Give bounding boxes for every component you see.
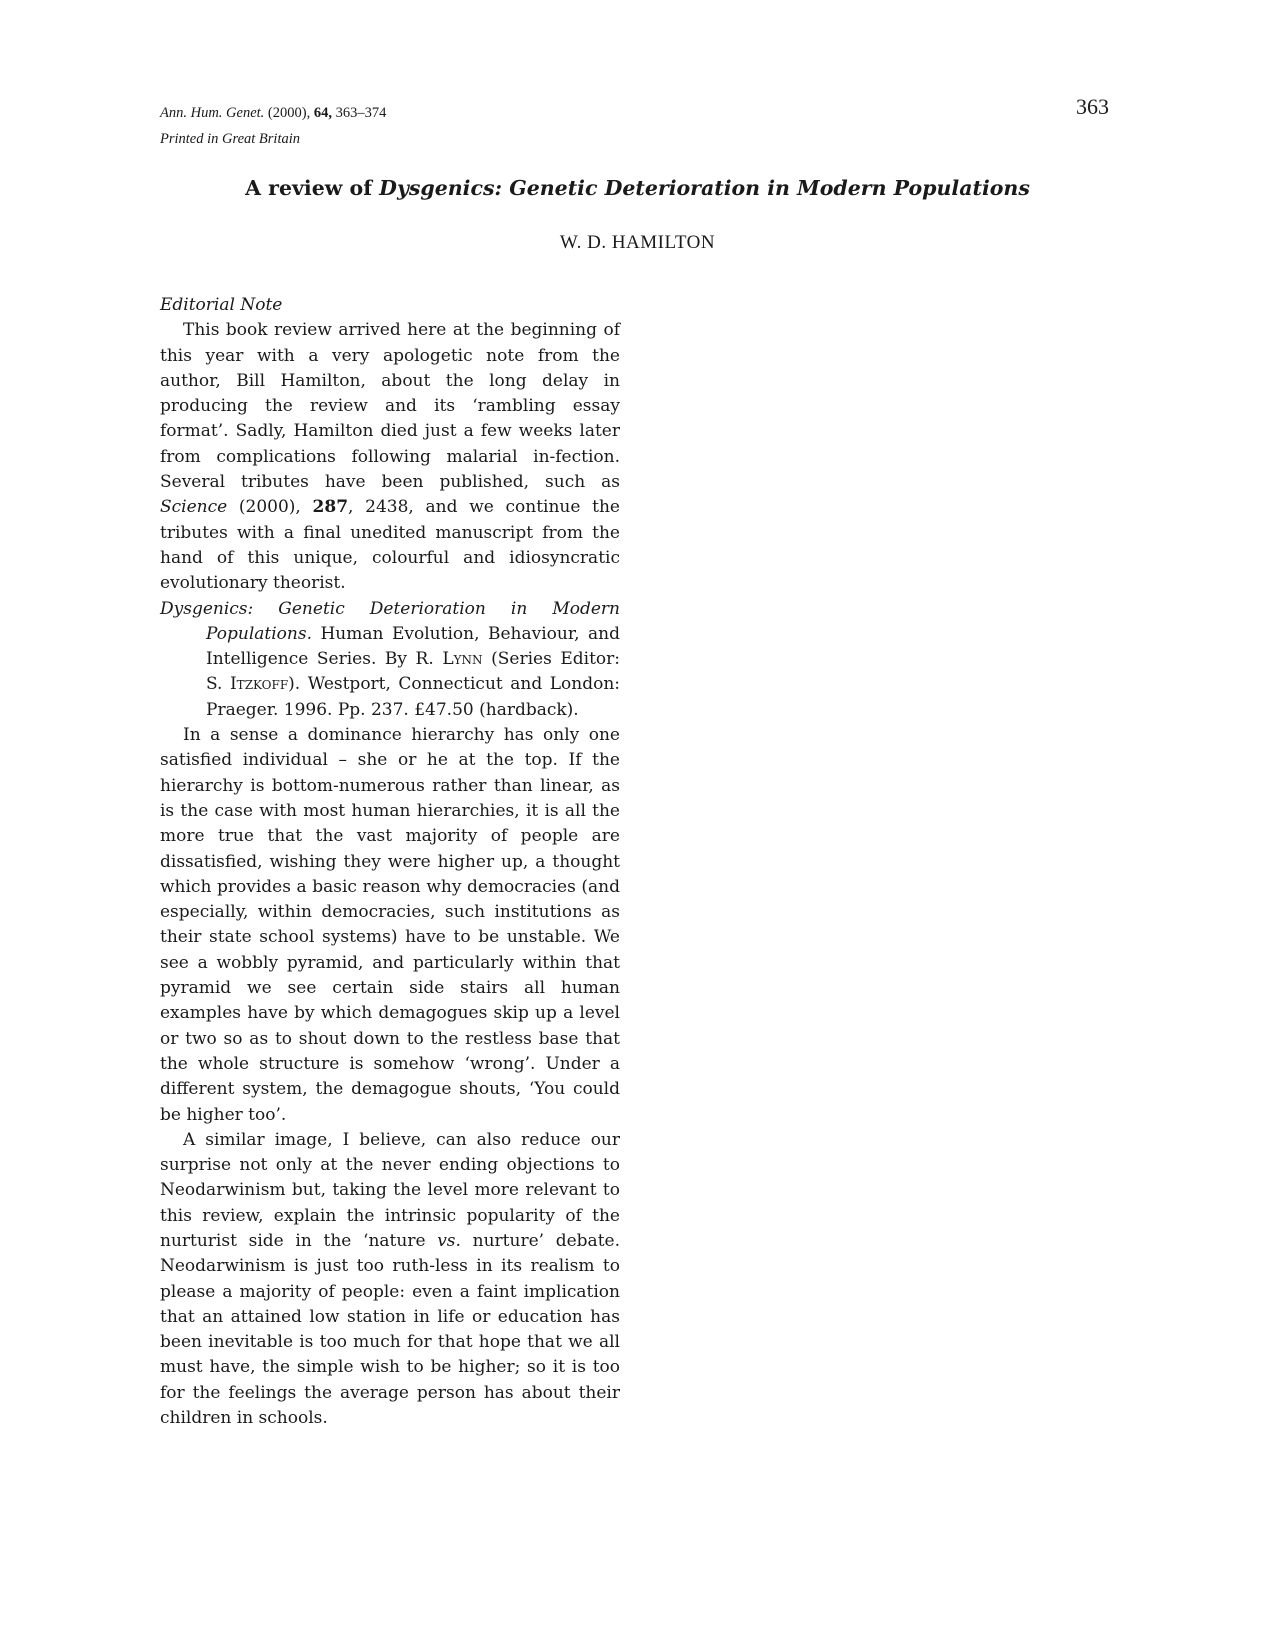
printed-line: Printed in Great Britain (160, 131, 301, 147)
editorial-text-a: This book review arrived here at the beginning of this year with a very apologetic note from the author, Bill Hamilton, about the long delay in producing the review and its ‘rambling essay format’. Sadly, Hamilton died just a few weeks later from complications following malarial in-fection. Several tributes have been published, such as (160, 320, 620, 493)
left-column (160, 293, 620, 1431)
book-entry (160, 597, 620, 723)
book-editor: Itzkoff (229, 674, 289, 695)
book-title: Dysgenics: Genetic Deterioration in Modern Populations. (160, 598, 620, 644)
book-author: Lynn (442, 649, 483, 670)
book-text-c: ). Westport, Connecticut and London: Praeger. 1996. Pp. 237. £47.50 (hardback). (206, 674, 620, 720)
editorial-journal: Science (160, 497, 228, 518)
p2-text-b: nurture’ debate. Neodarwinism is just too ruth-less in its realism to please a majority of people: even a faint implication that an attained low station in life or education has been inevitable is too much for that hope that we all must have, the simple wish to be higher; so it is too for the feelings the average person has about their children in schools. (160, 1230, 620, 1429)
editorial-volume: 287 (312, 497, 349, 518)
editorial-text-b: (2000), (227, 497, 313, 518)
editorial-paragraph (160, 318, 620, 596)
article-author: W. D. HAMILTON (559, 232, 716, 253)
page-number: 363 (1076, 94, 1109, 119)
book-text-b: (Series Editor: S. (206, 649, 620, 695)
title-book: Dysgenics: Genetic Deterioration in Modern Populations (379, 176, 1030, 200)
running-header (160, 100, 386, 152)
p2-vs: vs. (437, 1230, 461, 1251)
editorial-heading: Editorial Note (160, 295, 283, 315)
book-text-a: Human Evolution, Behaviour, and Intelligence Series. By R. (206, 623, 620, 670)
article-title (160, 176, 1115, 200)
journal-pages: 363–374 (335, 105, 387, 121)
journal-name: Ann. Hum. Genet. (160, 105, 265, 121)
journal-year: (2000), (267, 105, 311, 121)
p2-text-a: A similar image, I believe, can also reduce our surprise not only at the never ending objections to Neodarwinism but, taking the level more relevant to this review, explain the intrinsic popularity of the nurturist side in the ‘nature (160, 1129, 620, 1251)
body-paragraph-2 (160, 1128, 620, 1432)
journal-volume: 64, (313, 105, 332, 121)
citation-line (160, 100, 386, 126)
body-paragraph-1: In a sense a dominance hierarchy has only one satisfied individual – she or he at the top. If the hierarchy is bottom-numerous rather than linear, as is the case with most human hierarchies, it is all the more true that the vast majority of people are dissatisfied, wishing they were higher up, a thought which provides a basic reason why democracies (and especially, within democracies, such institutions as their state school systems) have to be unstable. We see a wobbly pyramid, and particularly within that pyramid we see certain side stairs all human examples have by which demagogues skip up a level or two so as to shout down to the restless base that the whole structure is somehow ‘wrong’. Under a different system, the demagogue shouts, ‘You could be higher too’. (160, 725, 620, 1125)
title-prefix: A review of (245, 176, 380, 200)
editorial-text-c: , 2438, and we continue the tributes with a final unedited manuscript from the hand of this unique, colourful and idiosyncratic evolutionary theorist. (160, 497, 620, 594)
